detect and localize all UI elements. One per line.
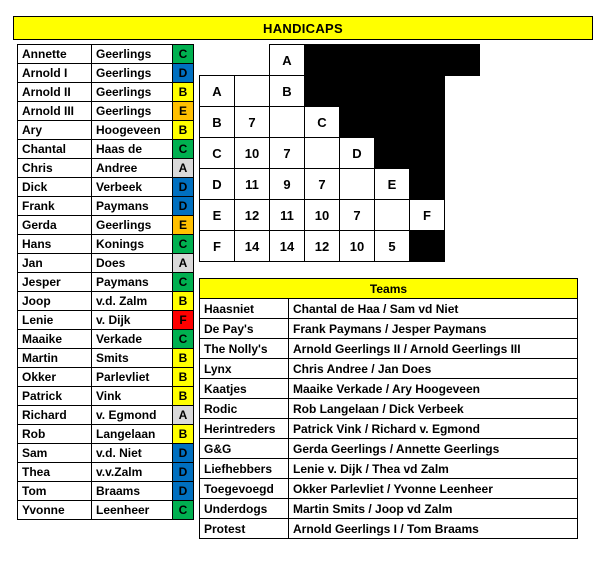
team-name: Haasniet: [200, 299, 289, 319]
matrix-row: [200, 169, 480, 200]
player-first-name: Yvonne: [18, 501, 92, 520]
player-row: [18, 463, 194, 482]
matrix-cell: 7: [340, 200, 375, 231]
team-row: [200, 399, 578, 419]
player-handicap-code: A: [173, 159, 194, 178]
matrix-cell: 7: [270, 138, 305, 169]
team-members: Rob Langelaan / Dick Verbeek: [289, 399, 578, 419]
player-last-name: Vink: [92, 387, 173, 406]
player-first-name: Arnold III: [18, 102, 92, 121]
team-members: Lenie v. Dijk / Thea vd Zalm: [289, 459, 578, 479]
team-members: Chantal de Haa / Sam vd Niet: [289, 299, 578, 319]
team-row: [200, 379, 578, 399]
team-name: Protest: [200, 519, 289, 539]
player-last-name: Geerlings: [92, 216, 173, 235]
matrix-cell: 7: [305, 169, 340, 200]
matrix-cell: [410, 169, 445, 200]
matrix-cell: 10: [305, 200, 340, 231]
player-handicap-code: D: [173, 64, 194, 83]
player-row: [18, 197, 194, 216]
player-handicap-code: A: [173, 254, 194, 273]
player-last-name: Konings: [92, 235, 173, 254]
matrix-row: [200, 200, 480, 231]
player-row: [18, 368, 194, 387]
matrix-row: [200, 76, 480, 107]
team-name: Rodic: [200, 399, 289, 419]
player-last-name: Leenheer: [92, 501, 173, 520]
player-last-name: v. Egmond: [92, 406, 173, 425]
players-table: [17, 44, 194, 520]
player-handicap-code: C: [173, 273, 194, 292]
player-row: [18, 45, 194, 64]
player-first-name: Ary: [18, 121, 92, 140]
team-row: [200, 499, 578, 519]
team-members: Okker Parlevliet / Yvonne Leenheer: [289, 479, 578, 499]
player-row: [18, 102, 194, 121]
player-handicap-code: D: [173, 197, 194, 216]
player-row: [18, 311, 194, 330]
player-first-name: Sam: [18, 444, 92, 463]
player-handicap-code: A: [173, 406, 194, 425]
matrix-cell: [410, 138, 445, 169]
matrix-cell: 11: [235, 169, 270, 200]
player-row: [18, 330, 194, 349]
player-row: [18, 235, 194, 254]
player-last-name: Smits: [92, 349, 173, 368]
player-handicap-code: C: [173, 501, 194, 520]
player-handicap-code: B: [173, 83, 194, 102]
player-first-name: Frank: [18, 197, 92, 216]
matrix-cell: 9: [270, 169, 305, 200]
team-name: Kaatjes: [200, 379, 289, 399]
player-row: [18, 501, 194, 520]
team-name: Lynx: [200, 359, 289, 379]
teams-header-row: [200, 279, 578, 299]
matrix-cell: 7: [235, 107, 270, 138]
matrix-cell: 14: [235, 231, 270, 262]
player-last-name: Andree: [92, 159, 173, 178]
matrix-row: [200, 231, 480, 262]
player-last-name: Langelaan: [92, 425, 173, 444]
player-first-name: Dick: [18, 178, 92, 197]
player-last-name: Paymans: [92, 273, 173, 292]
player-first-name: Arnold I: [18, 64, 92, 83]
matrix-cell: 14: [270, 231, 305, 262]
player-last-name: Hoogeveen: [92, 121, 173, 140]
matrix-cell: [235, 76, 270, 107]
handicap-matrix: [199, 44, 480, 262]
player-last-name: Geerlings: [92, 83, 173, 102]
matrix-cell: [445, 45, 480, 76]
team-name: Herintreders: [200, 419, 289, 439]
player-row: [18, 444, 194, 463]
matrix-cell: [445, 200, 480, 231]
player-handicap-code: B: [173, 349, 194, 368]
player-first-name: Arnold II: [18, 83, 92, 102]
player-first-name: Chris: [18, 159, 92, 178]
player-last-name: v.v.Zalm: [92, 463, 173, 482]
player-handicap-code: C: [173, 235, 194, 254]
player-first-name: Rob: [18, 425, 92, 444]
matrix-cell: [200, 45, 235, 76]
matrix-row: [200, 138, 480, 169]
matrix-cell: B: [270, 76, 305, 107]
player-row: [18, 254, 194, 273]
team-row: [200, 339, 578, 359]
matrix-cell: [340, 107, 375, 138]
matrix-cell: [270, 107, 305, 138]
matrix-cell: [375, 138, 410, 169]
team-members: Martin Smits / Joop vd Zalm: [289, 499, 578, 519]
matrix-cell: 10: [340, 231, 375, 262]
player-first-name: Lenie: [18, 311, 92, 330]
matrix-cell: E: [200, 200, 235, 231]
player-row: [18, 406, 194, 425]
team-row: [200, 479, 578, 499]
matrix-cell: [305, 45, 340, 76]
player-first-name: Chantal: [18, 140, 92, 159]
team-name: The Nolly's: [200, 339, 289, 359]
player-handicap-code: B: [173, 292, 194, 311]
team-name: De Pay's: [200, 319, 289, 339]
matrix-cell: [445, 169, 480, 200]
player-first-name: Okker: [18, 368, 92, 387]
matrix-cell: [410, 45, 445, 76]
team-members: Arnold Geerlings I / Tom Braams: [289, 519, 578, 539]
player-row: [18, 216, 194, 235]
team-members: Arnold Geerlings II / Arnold Geerlings III: [289, 339, 578, 359]
player-first-name: Jan: [18, 254, 92, 273]
player-handicap-code: B: [173, 425, 194, 444]
matrix-cell: [375, 45, 410, 76]
matrix-cell: [340, 169, 375, 200]
player-handicap-code: B: [173, 121, 194, 140]
player-row: [18, 140, 194, 159]
team-row: [200, 419, 578, 439]
player-first-name: Gerda: [18, 216, 92, 235]
team-row: [200, 519, 578, 539]
player-handicap-code: D: [173, 482, 194, 501]
team-name: G&G: [200, 439, 289, 459]
matrix-cell: 10: [235, 138, 270, 169]
player-handicap-code: E: [173, 102, 194, 121]
matrix-cell: [445, 107, 480, 138]
matrix-cell: D: [340, 138, 375, 169]
team-name: Underdogs: [200, 499, 289, 519]
team-row: [200, 299, 578, 319]
matrix-cell: [340, 76, 375, 107]
player-handicap-code: B: [173, 368, 194, 387]
player-last-name: Verbeek: [92, 178, 173, 197]
matrix-cell: C: [200, 138, 235, 169]
team-members: Gerda Geerlings / Annette Geerlings: [289, 439, 578, 459]
matrix-cell: 11: [270, 200, 305, 231]
matrix-cell: 12: [235, 200, 270, 231]
team-row: [200, 319, 578, 339]
matrix-cell: 5: [375, 231, 410, 262]
matrix-cell: D: [200, 169, 235, 200]
team-name: Liefhebbers: [200, 459, 289, 479]
team-name: Toegevoegd: [200, 479, 289, 499]
matrix-row: [200, 45, 480, 76]
matrix-cell: A: [200, 76, 235, 107]
player-last-name: Haas de: [92, 140, 173, 159]
player-last-name: Geerlings: [92, 45, 173, 64]
player-first-name: Hans: [18, 235, 92, 254]
matrix-cell: [375, 107, 410, 138]
player-row: [18, 273, 194, 292]
player-first-name: Joop: [18, 292, 92, 311]
team-members: Chris Andree / Jan Does: [289, 359, 578, 379]
player-row: [18, 178, 194, 197]
player-row: [18, 349, 194, 368]
matrix-cell: [375, 76, 410, 107]
player-handicap-code: E: [173, 216, 194, 235]
player-first-name: Maaike: [18, 330, 92, 349]
matrix-cell: [410, 231, 445, 262]
matrix-cell: E: [375, 169, 410, 200]
matrix-cell: A: [270, 45, 305, 76]
player-last-name: v.d. Niet: [92, 444, 173, 463]
matrix-cell: F: [200, 231, 235, 262]
team-members: Patrick Vink / Richard v. Egmond: [289, 419, 578, 439]
team-row: [200, 459, 578, 479]
player-handicap-code: C: [173, 140, 194, 159]
matrix-cell: [305, 138, 340, 169]
player-row: [18, 121, 194, 140]
player-first-name: Richard: [18, 406, 92, 425]
team-members: Maaike Verkade / Ary Hoogeveen: [289, 379, 578, 399]
player-first-name: Thea: [18, 463, 92, 482]
player-row: [18, 83, 194, 102]
player-first-name: Jesper: [18, 273, 92, 292]
player-last-name: Paymans: [92, 197, 173, 216]
team-row: [200, 439, 578, 459]
team-members: Frank Paymans / Jesper Paymans: [289, 319, 578, 339]
player-last-name: v.d. Zalm: [92, 292, 173, 311]
player-handicap-code: F: [173, 311, 194, 330]
player-last-name: Geerlings: [92, 64, 173, 83]
matrix-cell: [410, 107, 445, 138]
player-last-name: Geerlings: [92, 102, 173, 121]
player-row: [18, 159, 194, 178]
matrix-row: [200, 107, 480, 138]
player-last-name: Parlevliet: [92, 368, 173, 387]
player-last-name: Verkade: [92, 330, 173, 349]
matrix-cell: [445, 76, 480, 107]
team-row: [200, 359, 578, 379]
matrix-cell: [375, 200, 410, 231]
teams-table: [199, 278, 578, 539]
page-title: HANDICAPS: [13, 16, 593, 40]
player-handicap-code: D: [173, 463, 194, 482]
player-first-name: Patrick: [18, 387, 92, 406]
matrix-cell: [445, 231, 480, 262]
matrix-cell: F: [410, 200, 445, 231]
matrix-cell: B: [200, 107, 235, 138]
player-first-name: Tom: [18, 482, 92, 501]
player-row: [18, 387, 194, 406]
player-handicap-code: D: [173, 178, 194, 197]
matrix-cell: [445, 138, 480, 169]
player-first-name: Martin: [18, 349, 92, 368]
matrix-cell: [235, 45, 270, 76]
player-first-name: Annette: [18, 45, 92, 64]
matrix-cell: 12: [305, 231, 340, 262]
teams-header-label: Teams: [200, 279, 578, 299]
matrix-cell: [340, 45, 375, 76]
player-handicap-code: B: [173, 387, 194, 406]
matrix-cell: [305, 76, 340, 107]
matrix-cell: [410, 76, 445, 107]
player-last-name: Braams: [92, 482, 173, 501]
player-handicap-code: D: [173, 444, 194, 463]
player-row: [18, 482, 194, 501]
player-last-name: v. Dijk: [92, 311, 173, 330]
player-row: [18, 292, 194, 311]
player-handicap-code: C: [173, 45, 194, 64]
player-last-name: Does: [92, 254, 173, 273]
player-row: [18, 425, 194, 444]
player-row: [18, 64, 194, 83]
player-handicap-code: C: [173, 330, 194, 349]
matrix-cell: C: [305, 107, 340, 138]
